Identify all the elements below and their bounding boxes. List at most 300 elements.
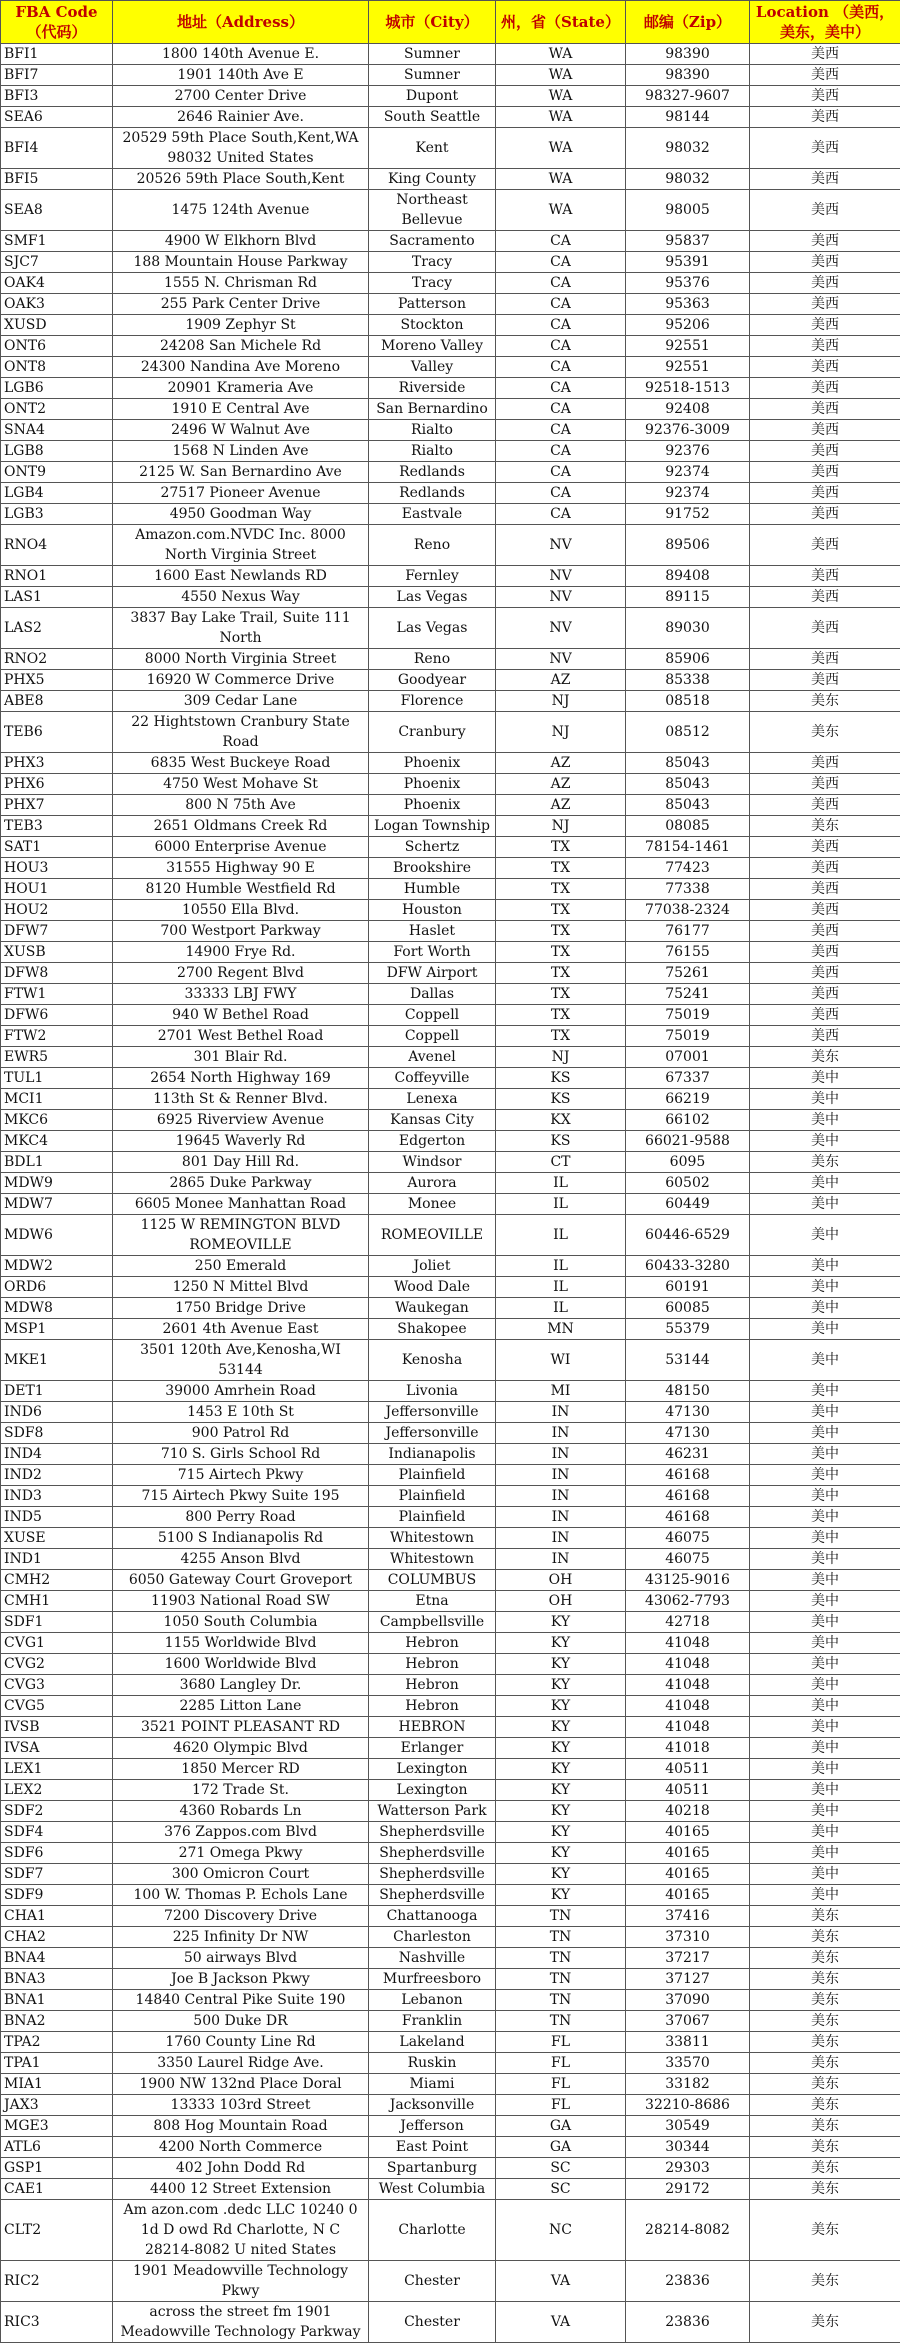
city-cell: Plainfield: [369, 1465, 496, 1486]
fba-code-cell: CVG3: [1, 1675, 113, 1696]
address-cell: 3521 POINT PLEASANT RD: [113, 1717, 369, 1738]
fba-code-cell: DFW8: [1, 963, 113, 984]
zip-cell: 75261: [626, 963, 750, 984]
address-cell: 225 Infinity Dr NW: [113, 1927, 369, 1948]
city-cell: Jacksonville: [369, 2095, 496, 2116]
table-row: [1, 1068, 900, 1089]
fba-code-cell: BFI1: [1, 44, 113, 65]
fba-code-cell: MDW9: [1, 1173, 113, 1194]
address-cell: 24300 Nandina Ave Moreno: [113, 357, 369, 378]
city-cell: Whitestown: [369, 1528, 496, 1549]
table-row: [1, 128, 900, 169]
state-cell: CA: [496, 357, 626, 378]
address-cell: 22 Hightstown Cranbury State Road: [113, 712, 369, 753]
table-row: [1, 294, 900, 315]
fba-code-cell: RNO4: [1, 525, 113, 566]
fba-code-cell: BDL1: [1, 1152, 113, 1173]
table-row: [1, 670, 900, 691]
location-cell: 美中: [750, 1549, 900, 1570]
location-cell: 美西: [750, 294, 900, 315]
zip-cell: 33811: [626, 2032, 750, 2053]
table-row: [1, 1340, 900, 1381]
location-cell: 美东: [750, 1047, 900, 1068]
table-row: [1, 1885, 900, 1906]
address-cell: 715 Airtech Pkwy Suite 195: [113, 1486, 369, 1507]
zip-cell: 41018: [626, 1738, 750, 1759]
state-cell: IN: [496, 1486, 626, 1507]
address-cell: 6605 Monee Manhattan Road: [113, 1194, 369, 1215]
fba-code-cell: ONT6: [1, 336, 113, 357]
address-cell: 33333 LBJ FWY: [113, 984, 369, 1005]
fba-code-cell: MDW8: [1, 1298, 113, 1319]
address-cell: 271 Omega Pkwy: [113, 1843, 369, 1864]
city-cell: Stockton: [369, 315, 496, 336]
state-cell: AZ: [496, 795, 626, 816]
city-cell: Plainfield: [369, 1507, 496, 1528]
location-cell: 美东: [750, 2200, 900, 2261]
state-cell: IL: [496, 1277, 626, 1298]
location-cell: 美中: [750, 1110, 900, 1131]
address-cell: 500 Duke DR: [113, 2011, 369, 2032]
table-row: [1, 984, 900, 1005]
address-cell: 1555 N. Chrisman Rd: [113, 273, 369, 294]
location-cell: 美中: [750, 1885, 900, 1906]
fba-code-cell: CVG1: [1, 1633, 113, 1654]
state-cell: NV: [496, 566, 626, 587]
zip-cell: 77423: [626, 858, 750, 879]
city-cell: Tracy: [369, 273, 496, 294]
address-cell: 1750 Bridge Drive: [113, 1298, 369, 1319]
table-row: [1, 1738, 900, 1759]
state-cell: FL: [496, 2053, 626, 2074]
city-cell: Watterson Park: [369, 1801, 496, 1822]
city-cell: DFW Airport: [369, 963, 496, 984]
fba-code-cell: BFI7: [1, 65, 113, 86]
state-cell: KY: [496, 1675, 626, 1696]
zip-cell: 40511: [626, 1759, 750, 1780]
city-cell: Brookshire: [369, 858, 496, 879]
fba-code-cell: MSP1: [1, 1319, 113, 1340]
address-cell: 3501 120th Ave,Kenosha,WI 53144: [113, 1340, 369, 1381]
address-cell: 6925 Riverview Avenue: [113, 1110, 369, 1131]
zip-cell: 32210-8686: [626, 2095, 750, 2116]
location-cell: 美中: [750, 1423, 900, 1444]
table-row: [1, 1969, 900, 1990]
address-cell: 900 Patrol Rd: [113, 1423, 369, 1444]
fba-code-cell: IND6: [1, 1402, 113, 1423]
city-cell: Lexington: [369, 1780, 496, 1801]
address-cell: 2701 West Bethel Road: [113, 1026, 369, 1047]
table-row: [1, 1005, 900, 1026]
city-cell: Dupont: [369, 86, 496, 107]
state-cell: TN: [496, 1990, 626, 2011]
zip-cell: 46075: [626, 1549, 750, 1570]
address-cell: 2654 North Highway 169: [113, 1068, 369, 1089]
city-cell: Jeffersonville: [369, 1402, 496, 1423]
city-cell: Jefferson: [369, 2116, 496, 2137]
city-cell: Jeffersonville: [369, 1423, 496, 1444]
location-cell: 美西: [750, 420, 900, 441]
state-cell: KY: [496, 1885, 626, 1906]
fba-code-cell: SAT1: [1, 837, 113, 858]
zip-cell: 60085: [626, 1298, 750, 1319]
fba-code-cell: SDF8: [1, 1423, 113, 1444]
city-cell: Las Vegas: [369, 587, 496, 608]
state-cell: FL: [496, 2095, 626, 2116]
city-cell: Lakeland: [369, 2032, 496, 2053]
fba-code-cell: MIA1: [1, 2074, 113, 2095]
address-cell: 301 Blair Rd.: [113, 1047, 369, 1068]
state-cell: TX: [496, 1026, 626, 1047]
table-row: [1, 1822, 900, 1843]
location-cell: 美中: [750, 1717, 900, 1738]
table-row: [1, 2116, 900, 2137]
table-row: [1, 1110, 900, 1131]
city-cell: Phoenix: [369, 753, 496, 774]
table-row: [1, 2179, 900, 2200]
location-cell: 美东: [750, 1948, 900, 1969]
fba-code-cell: MDW7: [1, 1194, 113, 1215]
location-cell: 美东: [750, 1990, 900, 2011]
table-row: [1, 1319, 900, 1340]
state-cell: NJ: [496, 712, 626, 753]
address-cell: 11903 National Road SW: [113, 1591, 369, 1612]
fba-code-cell: LGB4: [1, 483, 113, 504]
state-cell: CA: [496, 273, 626, 294]
zip-cell: 33570: [626, 2053, 750, 2074]
location-cell: 美中: [750, 1068, 900, 1089]
zip-cell: 77038-2324: [626, 900, 750, 921]
table-row: [1, 1927, 900, 1948]
table-row: [1, 252, 900, 273]
table-row: [1, 1675, 900, 1696]
zip-cell: 41048: [626, 1696, 750, 1717]
state-cell: TX: [496, 921, 626, 942]
city-cell: Lenexa: [369, 1089, 496, 1110]
city-cell: Patterson: [369, 294, 496, 315]
city-cell: Shepherdsville: [369, 1843, 496, 1864]
city-cell: Florence: [369, 691, 496, 712]
fba-code-cell: SEA6: [1, 107, 113, 128]
location-cell: 美西: [750, 107, 900, 128]
fba-code-cell: LGB6: [1, 378, 113, 399]
location-cell: 美中: [750, 1298, 900, 1319]
fba-code-cell: RNO2: [1, 649, 113, 670]
fba-code-cell: IND1: [1, 1549, 113, 1570]
location-cell: 美西: [750, 462, 900, 483]
zip-cell: 48150: [626, 1381, 750, 1402]
address-cell: 172 Trade St.: [113, 1780, 369, 1801]
location-cell: 美中: [750, 1570, 900, 1591]
city-cell: Aurora: [369, 1173, 496, 1194]
city-cell: West Columbia: [369, 2179, 496, 2200]
zip-cell: 98390: [626, 44, 750, 65]
state-cell: TN: [496, 1969, 626, 1990]
zip-cell: 98144: [626, 107, 750, 128]
table-row: [1, 2158, 900, 2179]
address-cell: 13333 103rd Street: [113, 2095, 369, 2116]
fba-code-cell: PHX6: [1, 774, 113, 795]
location-cell: 美西: [750, 399, 900, 420]
location-cell: 美西: [750, 984, 900, 1005]
table-row: [1, 169, 900, 190]
city-cell: Chester: [369, 2261, 496, 2302]
city-cell: Indianapolis: [369, 1444, 496, 1465]
zip-cell: 07001: [626, 1047, 750, 1068]
table-row: [1, 712, 900, 753]
zip-cell: 37217: [626, 1948, 750, 1969]
zip-cell: 46075: [626, 1528, 750, 1549]
city-cell: Reno: [369, 649, 496, 670]
address-cell: 188 Mountain House Parkway: [113, 252, 369, 273]
zip-cell: 75019: [626, 1026, 750, 1047]
fba-code-cell: IND3: [1, 1486, 113, 1507]
zip-cell: 37310: [626, 1927, 750, 1948]
location-cell: 美中: [750, 1633, 900, 1654]
zip-cell: 46168: [626, 1486, 750, 1507]
address-cell: 6000 Enterprise Avenue: [113, 837, 369, 858]
state-cell: KY: [496, 1822, 626, 1843]
zip-cell: 40165: [626, 1822, 750, 1843]
state-cell: SC: [496, 2179, 626, 2200]
zip-cell: 60502: [626, 1173, 750, 1194]
state-cell: IN: [496, 1507, 626, 1528]
table-row: [1, 753, 900, 774]
location-cell: 美西: [750, 44, 900, 65]
address-cell: 4620 Olympic Blvd: [113, 1738, 369, 1759]
city-cell: Kenosha: [369, 1340, 496, 1381]
fba-code-cell: XUSB: [1, 942, 113, 963]
zip-cell: 47130: [626, 1402, 750, 1423]
zip-cell: 95363: [626, 294, 750, 315]
zip-cell: 92551: [626, 357, 750, 378]
state-cell: CA: [496, 462, 626, 483]
state-cell: TN: [496, 1948, 626, 1969]
state-cell: IN: [496, 1465, 626, 1486]
location-cell: 美西: [750, 963, 900, 984]
table-row: [1, 1717, 900, 1738]
zip-cell: 33182: [626, 2074, 750, 2095]
state-cell: CA: [496, 483, 626, 504]
fba-code-cell: PHX5: [1, 670, 113, 691]
state-cell: TX: [496, 963, 626, 984]
table-row: [1, 441, 900, 462]
fba-code-cell: SDF1: [1, 1612, 113, 1633]
table-row: [1, 504, 900, 525]
zip-cell: 95837: [626, 231, 750, 252]
location-cell: 美东: [750, 1152, 900, 1173]
city-cell: King County: [369, 169, 496, 190]
state-cell: NJ: [496, 691, 626, 712]
location-cell: 美西: [750, 837, 900, 858]
fba-code-cell: MDW6: [1, 1215, 113, 1256]
address-cell: 6050 Gateway Court Groveport: [113, 1570, 369, 1591]
table-row: [1, 65, 900, 86]
location-cell: 美西: [750, 858, 900, 879]
city-cell: Redlands: [369, 462, 496, 483]
location-cell: 美西: [750, 753, 900, 774]
table-row: [1, 525, 900, 566]
location-cell: 美西: [750, 357, 900, 378]
location-cell: 美西: [750, 441, 900, 462]
table-row: [1, 1131, 900, 1152]
location-cell: 美中: [750, 1654, 900, 1675]
address-cell: 4255 Anson Blvd: [113, 1549, 369, 1570]
address-cell: 715 Airtech Pkwy: [113, 1465, 369, 1486]
state-cell: KY: [496, 1612, 626, 1633]
location-cell: 美西: [750, 566, 900, 587]
fba-code-cell: GSP1: [1, 2158, 113, 2179]
address-cell: 1453 E 10th St: [113, 1402, 369, 1423]
fba-code-cell: TPA2: [1, 2032, 113, 2053]
table-row: [1, 1256, 900, 1277]
table-row: [1, 1612, 900, 1633]
state-cell: TX: [496, 858, 626, 879]
state-cell: WA: [496, 86, 626, 107]
fba-code-cell: XUSE: [1, 1528, 113, 1549]
address-cell: 402 John Dodd Rd: [113, 2158, 369, 2179]
state-cell: TX: [496, 879, 626, 900]
location-cell: 美西: [750, 190, 900, 231]
address-cell: 1909 Zephyr St: [113, 315, 369, 336]
header-zip: 邮编（Zip）: [626, 1, 750, 44]
location-cell: 美中: [750, 1340, 900, 1381]
fba-code-cell: SDF7: [1, 1864, 113, 1885]
address-cell: 8120 Humble Westfield Rd: [113, 879, 369, 900]
address-cell: 800 Perry Road: [113, 1507, 369, 1528]
fba-code-cell: BNA4: [1, 1948, 113, 1969]
address-cell: across the street fm 1901 Meadowville Technology Parkway: [113, 2302, 369, 2343]
address-cell: 113th St & Renner Blvd.: [113, 1089, 369, 1110]
city-cell: Riverside: [369, 378, 496, 399]
zip-cell: 41048: [626, 1633, 750, 1654]
header-fba-code: FBA Code（代码）: [1, 1, 113, 44]
table-row: [1, 1570, 900, 1591]
location-cell: 美西: [750, 65, 900, 86]
state-cell: KY: [496, 1759, 626, 1780]
fba-code-cell: CHA1: [1, 1906, 113, 1927]
table-row: [1, 1549, 900, 1570]
fba-code-cell: JAX3: [1, 2095, 113, 2116]
location-cell: 美东: [750, 2179, 900, 2200]
city-cell: Rialto: [369, 420, 496, 441]
address-cell: 5100 S Indianapolis Rd: [113, 1528, 369, 1549]
table-header: [1, 1, 900, 44]
table-row: [1, 900, 900, 921]
address-cell: 801 Day Hill Rd.: [113, 1152, 369, 1173]
fba-code-cell: XUSD: [1, 315, 113, 336]
zip-cell: 43062-7793: [626, 1591, 750, 1612]
city-cell: Charlotte: [369, 2200, 496, 2261]
address-cell: 100 W. Thomas P. Echols Lane: [113, 1885, 369, 1906]
city-cell: Schertz: [369, 837, 496, 858]
location-cell: 美中: [750, 1738, 900, 1759]
table-row: [1, 1298, 900, 1319]
state-cell: IL: [496, 1215, 626, 1256]
zip-cell: 28214-8082: [626, 2200, 750, 2261]
location-cell: 美中: [750, 1864, 900, 1885]
city-cell: Chattanooga: [369, 1906, 496, 1927]
address-cell: 3350 Laurel Ridge Ave.: [113, 2053, 369, 2074]
table-row: [1, 1026, 900, 1047]
location-cell: 美中: [750, 1780, 900, 1801]
address-cell: 940 W Bethel Road: [113, 1005, 369, 1026]
address-cell: 1475 124th Avenue: [113, 190, 369, 231]
city-cell: East Point: [369, 2137, 496, 2158]
state-cell: CT: [496, 1152, 626, 1173]
state-cell: TX: [496, 1005, 626, 1026]
table-row: [1, 566, 900, 587]
fba-code-cell: RNO1: [1, 566, 113, 587]
table-row: [1, 1507, 900, 1528]
fba-code-cell: MCI1: [1, 1089, 113, 1110]
table-row: [1, 483, 900, 504]
zip-cell: 77338: [626, 879, 750, 900]
state-cell: WA: [496, 128, 626, 169]
city-cell: Sumner: [369, 44, 496, 65]
fba-code-cell: CAE1: [1, 2179, 113, 2200]
city-cell: Sacramento: [369, 231, 496, 252]
city-cell: Hebron: [369, 1696, 496, 1717]
location-cell: 美西: [750, 774, 900, 795]
address-cell: 1600 East Newlands RD: [113, 566, 369, 587]
address-cell: 1800 140th Avenue E.: [113, 44, 369, 65]
zip-cell: 66021-9588: [626, 1131, 750, 1152]
state-cell: CA: [496, 504, 626, 525]
city-cell: Shepherdsville: [369, 1885, 496, 1906]
location-cell: 美东: [750, 2032, 900, 2053]
zip-cell: 23836: [626, 2261, 750, 2302]
state-cell: CA: [496, 441, 626, 462]
address-cell: 2125 W. San Bernardino Ave: [113, 462, 369, 483]
zip-cell: 41048: [626, 1717, 750, 1738]
state-cell: IL: [496, 1173, 626, 1194]
location-cell: 美东: [750, 2011, 900, 2032]
zip-cell: 37127: [626, 1969, 750, 1990]
city-cell: Waukegan: [369, 1298, 496, 1319]
location-cell: 美东: [750, 1969, 900, 1990]
fba-code-cell: IVSA: [1, 1738, 113, 1759]
location-cell: 美西: [750, 879, 900, 900]
zip-cell: 41048: [626, 1654, 750, 1675]
fba-code-cell: SDF2: [1, 1801, 113, 1822]
location-cell: 美中: [750, 1444, 900, 1465]
state-cell: AZ: [496, 753, 626, 774]
state-cell: IN: [496, 1549, 626, 1570]
address-cell: 6835 West Buckeye Road: [113, 753, 369, 774]
city-cell: Joliet: [369, 1256, 496, 1277]
zip-cell: 40165: [626, 1885, 750, 1906]
fba-code-cell: BNA2: [1, 2011, 113, 2032]
state-cell: TX: [496, 837, 626, 858]
zip-cell: 40165: [626, 1843, 750, 1864]
table-row: [1, 378, 900, 399]
zip-cell: 53144: [626, 1340, 750, 1381]
table-row: [1, 608, 900, 649]
fba-code-cell: FTW2: [1, 1026, 113, 1047]
city-cell: Spartanburg: [369, 2158, 496, 2179]
zip-cell: 55379: [626, 1319, 750, 1340]
fba-code-cell: IND4: [1, 1444, 113, 1465]
zip-cell: 43125-9016: [626, 1570, 750, 1591]
address-cell: 1901 Meadowville Technology Pkwy: [113, 2261, 369, 2302]
fba-code-cell: SDF9: [1, 1885, 113, 1906]
city-cell: Windsor: [369, 1152, 496, 1173]
state-cell: WA: [496, 190, 626, 231]
city-cell: Sumner: [369, 65, 496, 86]
zip-cell: 95391: [626, 252, 750, 273]
state-cell: IN: [496, 1423, 626, 1444]
